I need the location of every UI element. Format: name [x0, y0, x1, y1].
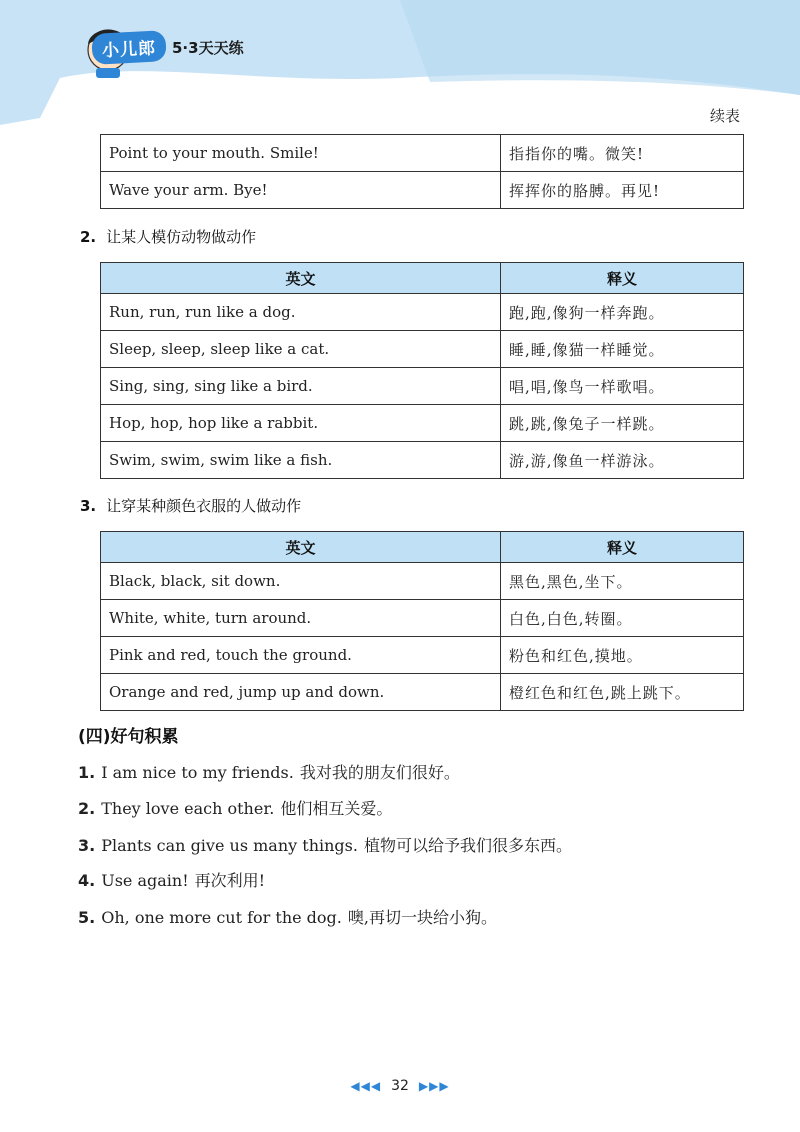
table-row — [101, 637, 744, 674]
continued-table — [100, 134, 744, 209]
chinese-cell: 睡,睡,像猫一样睡觉。 — [501, 331, 744, 368]
color-actions-table — [100, 531, 744, 711]
chinese-cell: 挥挥你的胳膊。再见! — [501, 172, 744, 209]
english-cell: Orange and red, jump up and down. — [101, 674, 501, 711]
sentence-english: Oh, one more cut for the dog. — [101, 908, 342, 927]
table-header-row — [101, 532, 744, 563]
english-cell: Swim, swim, swim like a fish. — [101, 442, 501, 479]
sentence-item — [78, 868, 265, 891]
english-cell: Black, black, sit down. — [101, 563, 501, 600]
sentence-chinese: 我对我的朋友们很好。 — [299, 763, 460, 782]
sentence-chinese: 再次利用! — [194, 871, 266, 890]
next-arrows-icon: ▶▶▶ — [418, 1079, 450, 1093]
series-title: 5·3天天练 — [172, 38, 244, 57]
section-2-title — [80, 226, 256, 247]
chinese-cell: 跑,跑,像狗一样奔跑。 — [501, 294, 744, 331]
table-header-row — [101, 263, 744, 294]
sentence-item — [78, 796, 392, 819]
chinese-cell: 白色,白色,转圈。 — [501, 600, 744, 637]
english-cell: Sleep, sleep, sleep like a cat. — [101, 331, 501, 368]
sentence-number: 5. — [78, 908, 96, 927]
english-cell: Wave your arm. Bye! — [101, 172, 501, 209]
column-header-meaning: 释义 — [501, 532, 744, 563]
sentence-number: 4. — [78, 871, 96, 890]
sentence-english: Plants can give us many things. — [101, 836, 358, 855]
table-row — [101, 172, 744, 209]
english-cell: Point to your mouth. Smile! — [101, 135, 501, 172]
table-row — [101, 331, 744, 368]
section-text: 让某人模仿动物做动作 — [106, 228, 257, 246]
sentence-number: 3. — [78, 836, 96, 855]
table-row — [101, 563, 744, 600]
animal-actions-table — [100, 262, 744, 479]
chinese-cell: 黑色,黑色,坐下。 — [501, 563, 744, 600]
chinese-cell: 指指你的嘴。微笑! — [501, 135, 744, 172]
column-header-english: 英文 — [101, 263, 501, 294]
english-cell: Sing, sing, sing like a bird. — [101, 368, 501, 405]
section-text: 让穿某种颜色衣服的人做动作 — [106, 497, 302, 515]
sentence-item — [78, 833, 572, 856]
brand-name: 小儿郎 — [91, 30, 167, 65]
good-sentences-heading: (四)好句积累 — [78, 727, 179, 747]
continued-label: 续表 — [709, 107, 740, 125]
table-row — [101, 442, 744, 479]
sentence-item — [78, 905, 497, 928]
chinese-cell: 唱,唱,像鸟一样歌唱。 — [501, 368, 744, 405]
table-row — [101, 405, 744, 442]
sentence-chinese: 噢,再切一块给小狗。 — [347, 908, 497, 927]
chinese-cell: 游,游,像鱼一样游泳。 — [501, 442, 744, 479]
brand-logo — [92, 30, 244, 64]
sentence-english: Use again! — [101, 871, 189, 890]
table-row — [101, 674, 744, 711]
chinese-cell: 跳,跳,像兔子一样跳。 — [501, 405, 744, 442]
column-header-meaning: 释义 — [501, 263, 744, 294]
english-cell: Hop, hop, hop like a rabbit. — [101, 405, 501, 442]
table-row — [101, 368, 744, 405]
prev-arrows-icon: ◀◀◀ — [350, 1079, 382, 1093]
sentence-english: I am nice to my friends. — [101, 763, 294, 782]
section-3-title — [80, 495, 301, 516]
table-row — [101, 135, 744, 172]
table-row — [101, 294, 744, 331]
chinese-cell: 粉色和红色,摸地。 — [501, 637, 744, 674]
english-cell: White, white, turn around. — [101, 600, 501, 637]
sentence-chinese: 他们相互关爱。 — [280, 799, 393, 818]
section-number: 2. — [80, 228, 97, 246]
page-number: 32 — [391, 1078, 409, 1094]
sentence-chinese: 植物可以给予我们很多东西。 — [363, 836, 572, 855]
section-number: 3. — [80, 497, 97, 515]
english-cell: Pink and red, touch the ground. — [101, 637, 501, 674]
chinese-cell: 橙红色和红色,跳上跳下。 — [501, 674, 744, 711]
sentence-item — [78, 760, 460, 783]
sentence-english: They love each other. — [101, 799, 275, 818]
table-row — [101, 600, 744, 637]
column-header-english: 英文 — [101, 532, 501, 563]
page-footer — [0, 1078, 800, 1094]
english-cell: Run, run, run like a dog. — [101, 294, 501, 331]
sentence-number: 2. — [78, 799, 96, 818]
sentence-number: 1. — [78, 763, 96, 782]
